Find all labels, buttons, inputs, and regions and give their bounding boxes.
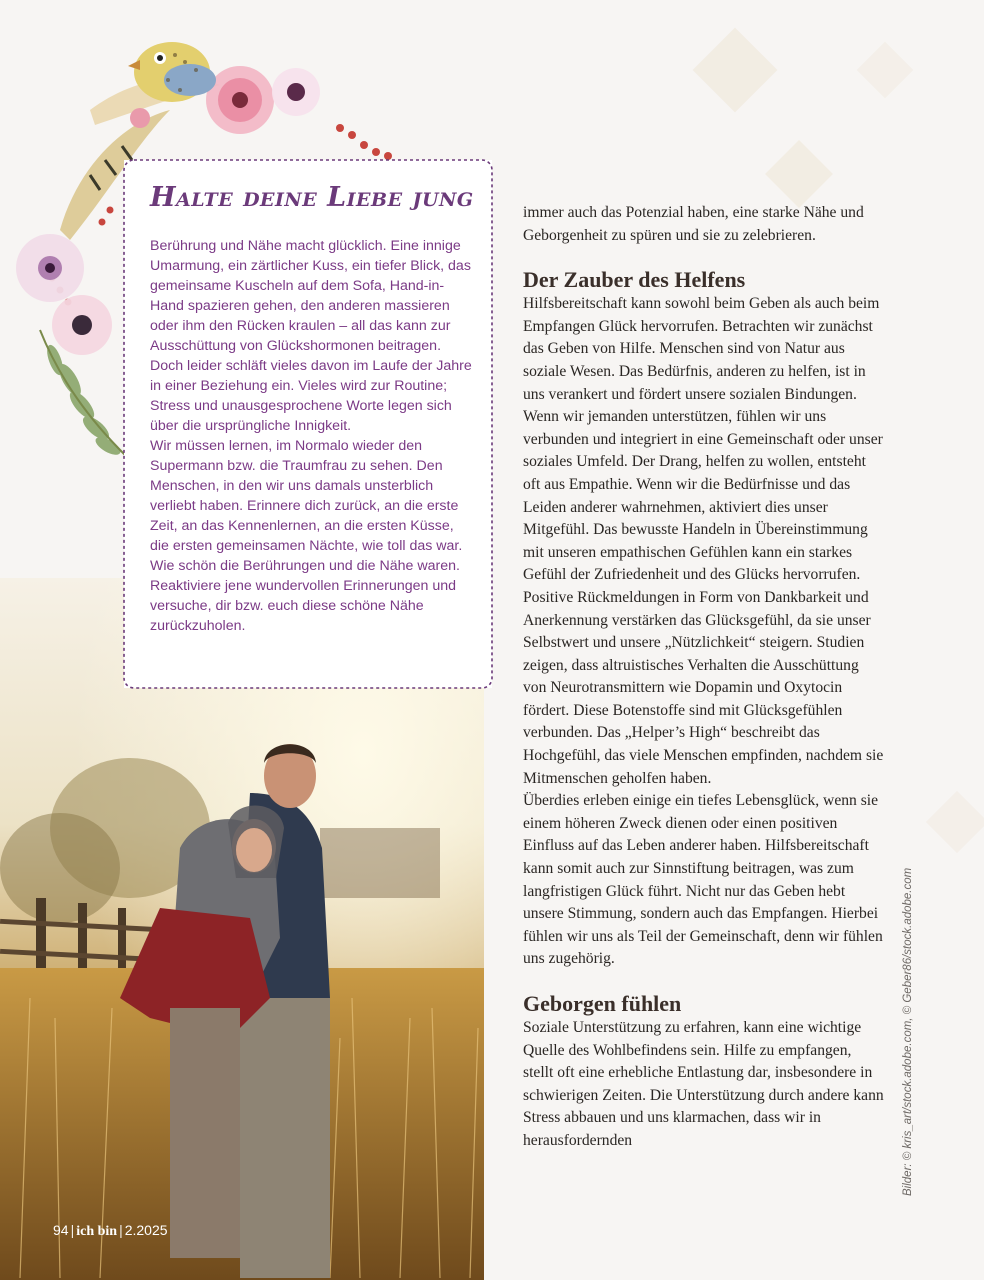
- background-diamond: [857, 42, 914, 99]
- background-diamond: [765, 140, 833, 208]
- article-paragraph: Überdies erleben einige ein tiefes Lebensglück, wenn sie einem höheren Zweck dienen oder einen positiven Einfluss auf das Leben anderer haben. Hilfsbereitschaft kann somit auch zur Sinnstiftung beitragen, was zum langfristigen Glück führt. Nicht nur das Geben hebt unsere Stimmung, sondern auch das Empfangen. Hierbei fühlen wir uns als Teil der Gemeinschaft, denn wir fühlen uns zugehörig.: [523, 792, 883, 968]
- issue-number: 2.2025: [124, 1222, 168, 1238]
- page-number: 94: [53, 1222, 69, 1238]
- article-intro: immer auch das Potenzial haben, eine starke Nähe und Geborgenheit zu spüren und sie zu zelebrieren.: [523, 204, 864, 244]
- image-credits: Bilder: © kris_art/stock.adobe.com, © Geber86/stock.adobe.com: [902, 867, 914, 1196]
- background-diamond: [926, 791, 984, 853]
- box-title: Halte deine Liebe jung: [150, 182, 474, 213]
- background-diamond: [693, 28, 778, 113]
- article-paragraph: Soziale Unterstützung zu erfahren, kann eine wichtige Quelle des Wohlbefindens sein. Hilfe zu empfangen, stellt oft eine erhebliche Entlastung dar, insbesondere in schwierigen Zeiten. Die Unterstützung durch andere kann Stress abbauen und uns klarmachen, dass wir in herausfordernden: [523, 1019, 884, 1149]
- article-column: [523, 202, 885, 1153]
- section-heading: Geborgen fühlen: [523, 991, 682, 1016]
- box-paragraph: Wir müssen lernen, im Normalo wieder den Supermann bzw. die Traumfrau zu sehen. Den Menschen, in den wir uns damals unsterblich verliebt haben. Erinnere dich zurück, an die erste Zeit, an das Kennenlernen, an die ersten Küsse, die ersten gemeinsamen Nächte, wie toll das war. Wie schön die Berührungen und die Nähe waren. Reaktiviere jene wundervollen Erinnerungen und versuche, dir bzw. euch diese schöne Nähe zurückzuholen.: [150, 438, 463, 634]
- page-footer: 94 | ich bin | 2.2025: [53, 1222, 168, 1239]
- article-paragraph: Hilfsbereitschaft kann sowohl beim Geben als auch beim Empfangen Glück hervorrufen. Betrachten wir zunächst das Geben von Hilfe. Menschen sind von Natur aus soziale Wesen. Das Bedürfnis, anderen zu helfen, ist in uns verankert und fördert unsere sozialen Bindungen. Wenn wir jemanden unterstützen, fühlen wir uns verbunden und integriert in eine Gemeinschaft oder unser soziales Umfeld. Der Drang, helfen zu wollen, entsteht oft aus Empathie. Wenn wir die Bedürfnisse und das Leiden anderer wahrnehmen, aktiviert dies unser Mitgefühl. Das bewusste Handeln in Übereinstimmung mit unseren empathischen Gefühlen kann ein starkes Gefühl der Zufriedenheit und des Glücks hervorrufen. Positive Rückmeldungen in Form von Dankbarkeit und Anerkennung verstärken das Glücksgefühl, da sie unser Selbstwert und unsere „Nützlichkeit“ steigern. Studien zeigen, dass altruistisches Verhalten die Ausschüttung von Neurotransmittern wie Dopamin und Oxytocin fördert. Diese Botenstoffe sind mit Glücksgefühlen verbunden. Das „Helper’s High“ beschreibt das Hochgefühl, das viele Menschen empfinden, nachdem sie Mitmenschen geholfen haben.: [523, 295, 884, 787]
- box-text: [150, 236, 472, 636]
- section-heading: Der Zauber des Helfens: [523, 267, 746, 293]
- box-paragraph: Berührung und Nähe macht glücklich. Eine innige Umarmung, ein zärtlicher Kuss, ein tiefer Blick, das gemeinsame Kuscheln auf dem Sofa, Hand-in-Hand spazieren gehen, den anderen massieren oder ihm den Rücken kraulen – all das kann zur Ausschüttung von Glückshormonen beitragen. Doch leider schläft vieles davon im Laufe der Jahre in einer Beziehung ein. Vieles wird zur Routine; Stress und unausgesprochene Worte legen sich über die ursprüngliche Innigkeit.: [150, 238, 472, 434]
- info-box: [124, 160, 492, 688]
- magazine-name: ich bin: [76, 1224, 118, 1239]
